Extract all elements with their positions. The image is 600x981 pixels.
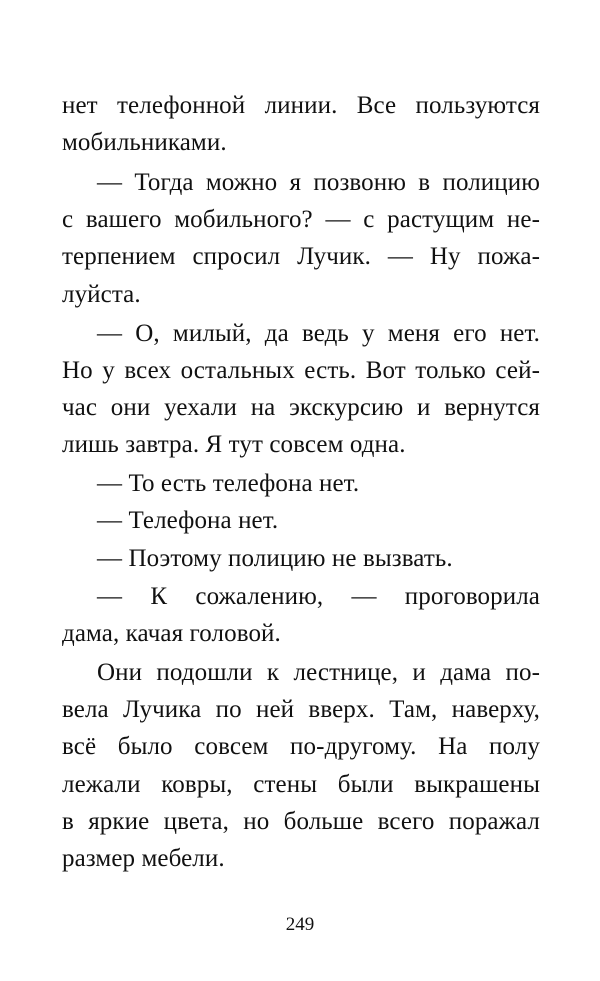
- text-line: терпением спросил Лучик. — Ну пожа-: [62, 243, 540, 270]
- text-line: — К сожалению, — проговорила: [97, 583, 540, 610]
- text-line: лишь завтра. Я тут совсем одна.: [62, 431, 406, 458]
- text-line: с вашего мобильного? — с растущим не-: [62, 206, 540, 233]
- text-line: размер мебели.: [62, 845, 225, 872]
- text-line: — Поэтому полицию не вызвать.: [97, 545, 453, 572]
- text-line: лежали ковры, стены были выкрашены: [62, 771, 540, 798]
- page-number: 249: [285, 914, 315, 935]
- text-line: Они подошли к лестнице, и дама по-: [97, 659, 540, 686]
- text-line: всё было совсем по-другому. На полу: [62, 733, 540, 760]
- text-line: мобильниками.: [62, 129, 227, 156]
- text-line: — О, милый, да ведь у меня его нет.: [97, 320, 540, 347]
- text-line: час они уехали на экскурсию и вернутся: [62, 394, 540, 421]
- text-line: нет телефонной линии. Все пользуются: [62, 92, 540, 119]
- text-line: в яркие цвета, но больше всего поражал: [62, 808, 540, 835]
- text-line: вела Лучика по ней вверх. Там, наверху,: [62, 696, 540, 723]
- text-line: — Телефона нет.: [97, 507, 279, 534]
- text-line: луйста.: [62, 281, 141, 308]
- text-line: — То есть телефона нет.: [97, 470, 360, 497]
- text-line: Но у всех остальных есть. Вот только сей-: [62, 357, 540, 384]
- text-line: — Тогда можно я позвоню в полицию: [97, 169, 540, 196]
- text-line: дама, качая головой.: [62, 620, 281, 647]
